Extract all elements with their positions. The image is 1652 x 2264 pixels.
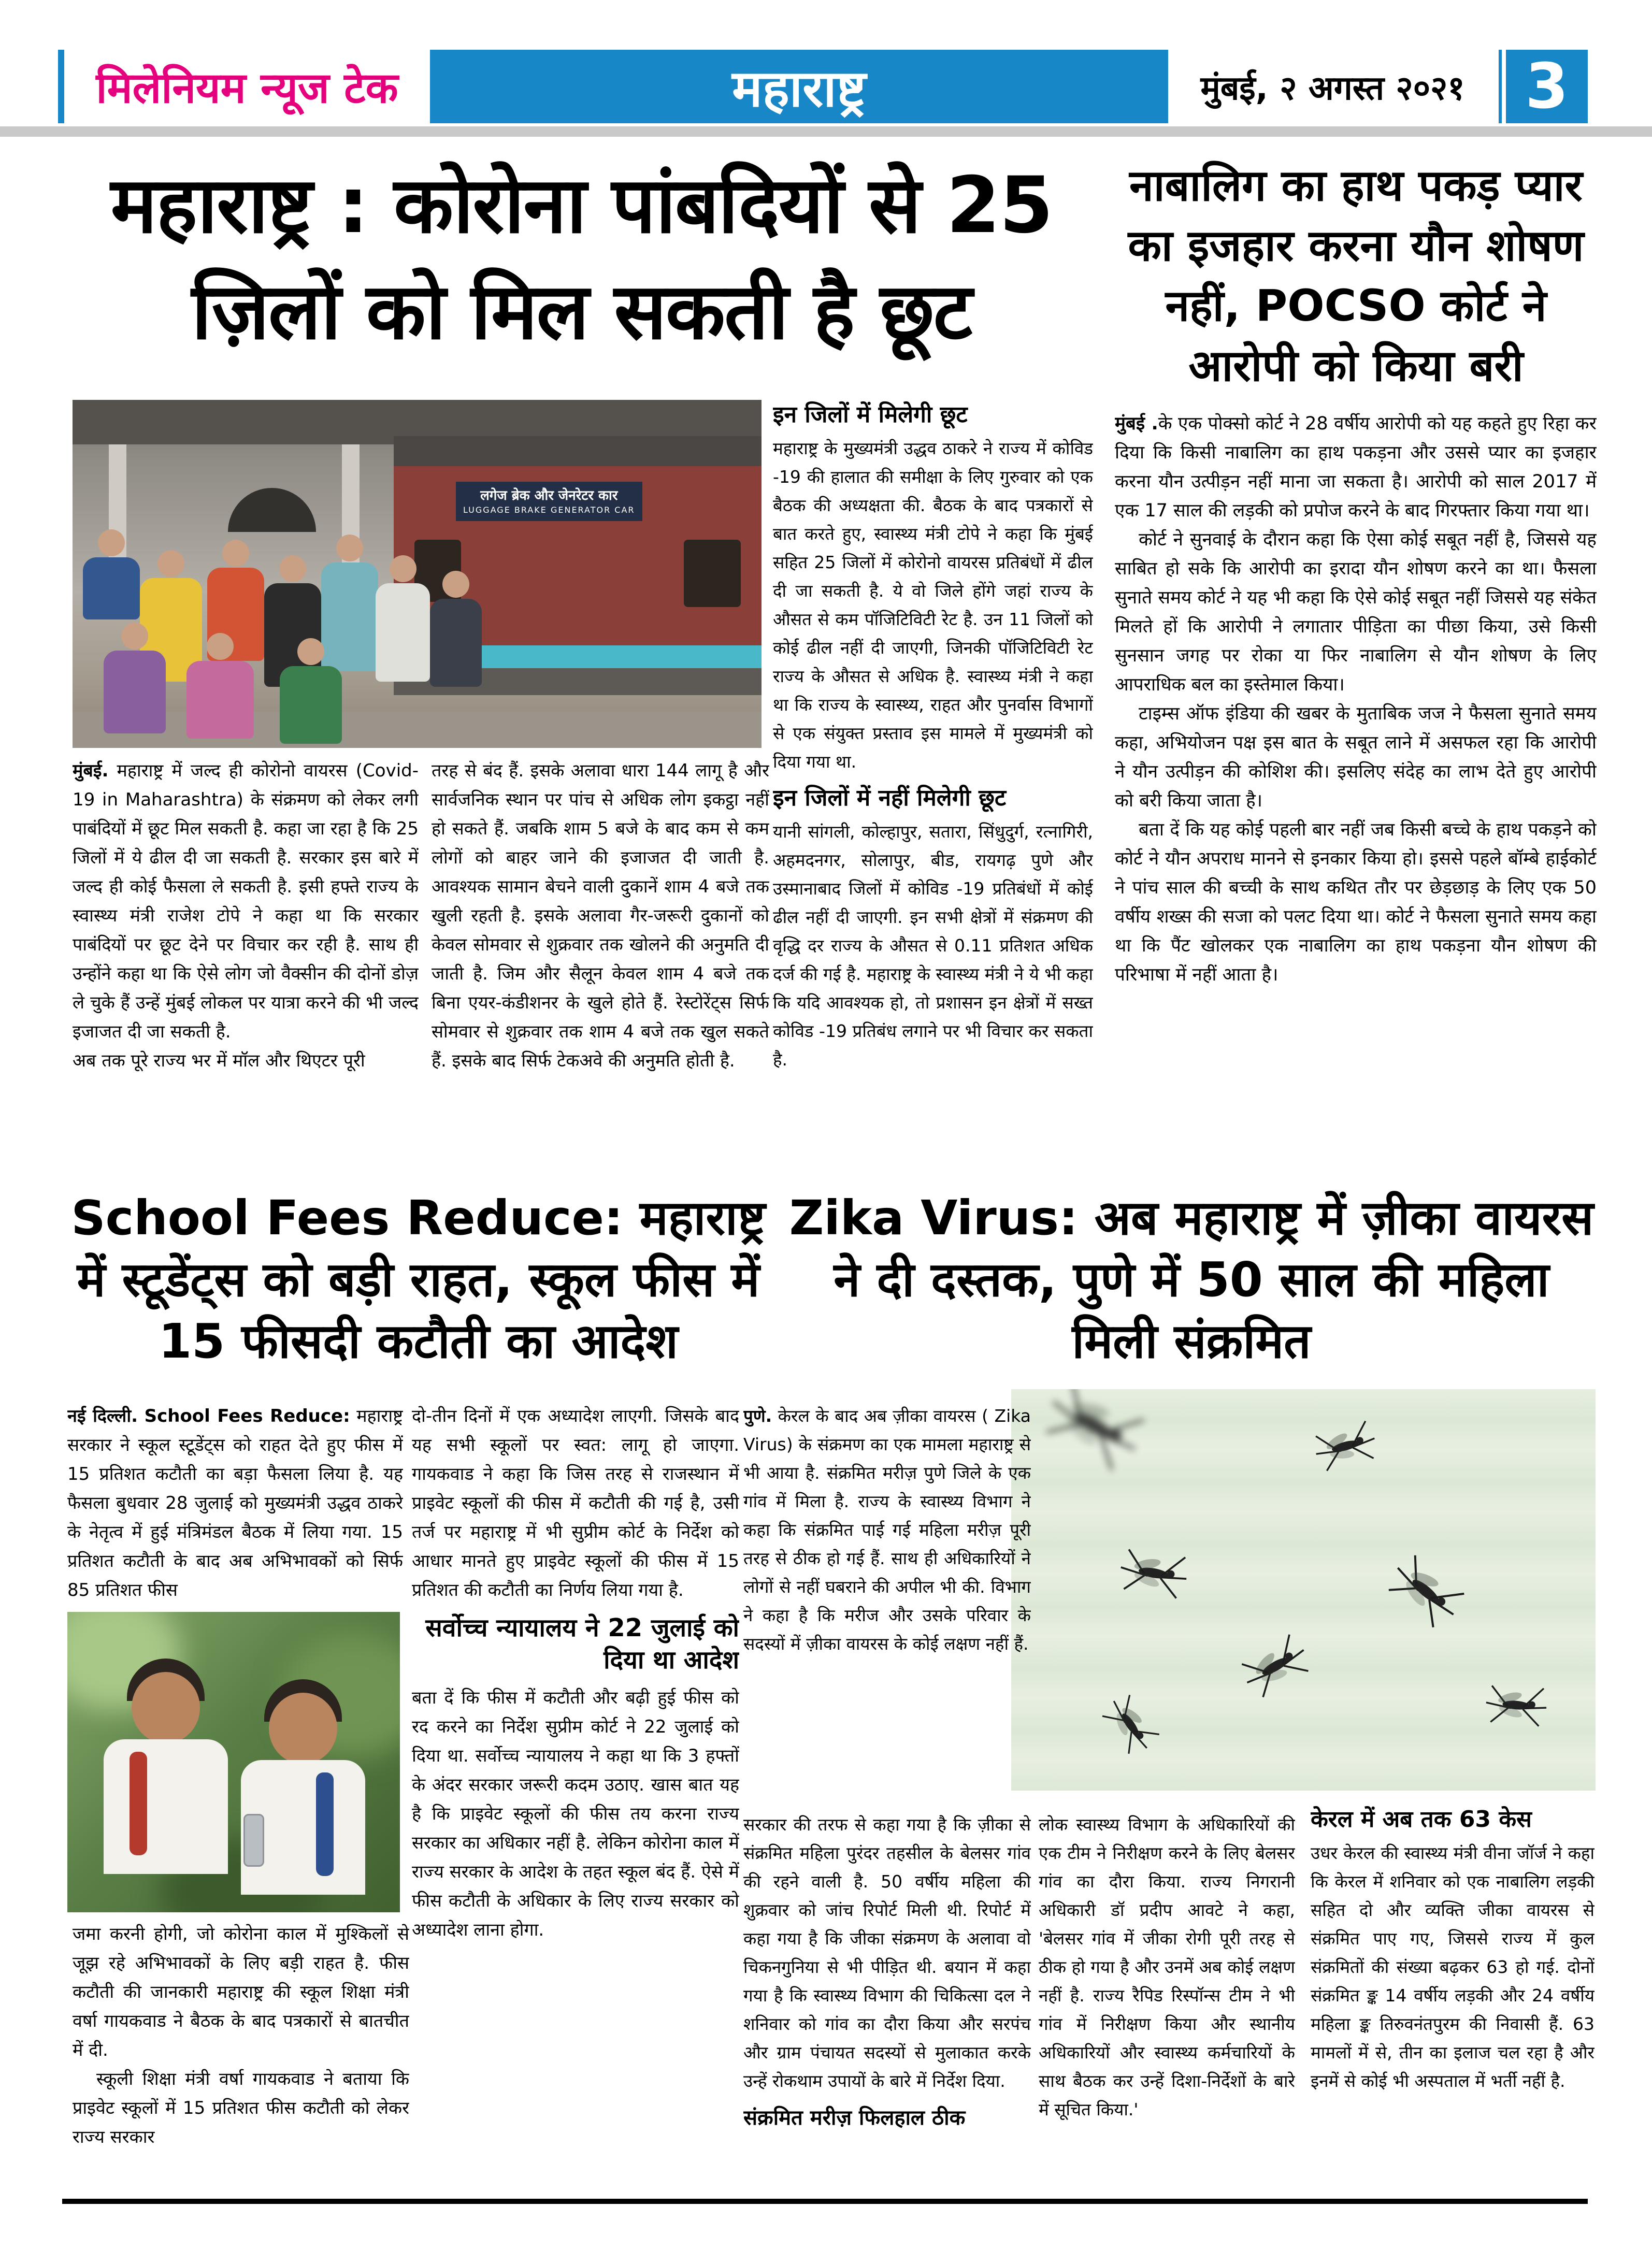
corona-subhead-1: इन जिलों में मिलेगी छूट xyxy=(773,401,968,428)
train-signboard xyxy=(456,482,642,521)
child-figure xyxy=(98,1659,233,1897)
train-sign-hindi: लगेज ब्रेक और जेनरेटर कार xyxy=(480,488,618,503)
person-figure xyxy=(104,623,166,747)
zika-col1b-text: सरकार की तरफ से कहा गया है कि ज़ीका से संक्रमित महिला पुरंदर तहसील के बेलसर गांव की रहने वाली है. 50 वर्षीय महिला की शुक्रवार को जांच रिपोर्ट मिली थी. रिपोर्ट में कहा गया है कि जीका संक्रमण के अलावा वो चिकनगुनिया से भी पीड़ित थी. बयान में कहा गया है कि स्वास्थ्य विभाग की चिकित्सा दल ने शनिवार को गांव का दौरा किया और सरपंच और ग्राम पंचायत सदस्यों से मुलाकात करके उन्हें रोकथाम उपायों के बारे में निर्देश दिया. xyxy=(743,1814,1031,2091)
corona-column-1 xyxy=(73,756,419,1160)
corona-col3a-text: महाराष्ट्र के मुख्यमंत्री उद्धव ठाकरे ने राज्य में कोविड -19 की हालात की समीक्षा के लिए गुरुवार को एक बैठक की अध्यक्षता की. बैठक के बाद पत्रकारों से बात करते हुए, स्वास्थ्य मंत्री टोपे ने कहा कि मुंबई सहित 25 जिलों में कोरोनो वायरस प्रतिबंधों में ढील दी जा सकती है. ये वो जिले होंगे जहां राज्य के औसत से कम पॉजिटिविटी रेट है. उन 11 जिलों को कोई ढील नहीं दी जाएगी, जिनकी पॉजिटिविटी रेट राज्य के औसत से अधिक है. स्वास्थ्य मंत्री ने कहा था कि राज्य के स्वास्थ्य, राहत और पुनर्वास विभागों से एक संयुक्त प्रस्ताव इस मामले में मुख्यमंत्री को दिया गया था. xyxy=(773,438,1093,772)
mosquito-icon xyxy=(1470,1676,1562,1735)
school-headline: School Fees Reduce: महाराष्ट्र में स्टूडेंट्स को बड़ी राहत, स्कूल फीस में 15 फीसदी कटौती का आदेश xyxy=(71,1190,766,1369)
masthead-divider xyxy=(0,126,1652,137)
water-bottle xyxy=(243,1814,264,1867)
train-window xyxy=(684,540,741,607)
pocso-para4: बता दें कि यह कोई पहली बार नहीं जब किसी बच्चे के हाथ पकड़ने को कोर्ट ने यौन अपराध मानने से इनकार किया हो। इससे पहले बॉम्बे हाईकोर्ट ने पांच साल की बच्ची के साथ कथित तौर पर छेड़छाड़ के लिए एक 50 वर्षीय शख्स की सजा को पलट दिया था। कोर्ट ने फैसला सुनाते समय कहा था कि पैंट खोलकर एक नाबालिग का हाथ पकड़ना यौन शोषण की परिभाषा में नहीं आता है। xyxy=(1115,819,1597,985)
zika-column-3 xyxy=(1311,1802,1594,2196)
edition-date: मुंबई, २ अगस्त २०२१ xyxy=(1200,69,1465,108)
corona-col3b-text: यानी सांगली, कोल्हापुर, सतारा, सिंधुदुर्ग, रत्नागिरी, अहमदनगर, सोलापुर, बीड, रायगढ़ पुणे और उस्मानाबाद जिलों में कोविड -19 प्रतिबंधों में कोई ढील नहीं दी जाएगी. इन सभी क्षेत्रों में संक्रमण की वृद्धि दर राज्य के औसत से 0.11 प्रतिशत अधिक दर्ज की गई है. महाराष्ट्र के स्वास्थ्य मंत्री ने ये भी कहा कि यदि आवश्यक हो, तो प्रशासन इन क्षेत्रों में सख्त कोविड -19 प्रतिबंध लगाने पर भी विचार कर सकता है. xyxy=(773,821,1093,1070)
section-title: महाराष्ट्र xyxy=(732,60,866,119)
zika-col1-subhead: संक्रमित मरीज़ फिलहाल ठीक xyxy=(743,2106,966,2130)
corona-subhead-2: इन जिलों में नहीं मिलेगी छूट xyxy=(773,785,1007,811)
mosquito-icon xyxy=(1015,1389,1173,1495)
zika-dateline: पुणे. xyxy=(743,1406,772,1426)
school-col1b2-text: स्कूली शिक्षा मंत्री वर्षा गायकवाड ने बताया कि प्राइवेट स्कूलों में 15 प्रतिशत फीस कटौती को लेकर राज्य सरकार xyxy=(73,2069,409,2147)
page-number xyxy=(1506,50,1588,123)
zika-col3-subhead: केरल में अब तक 63 केस xyxy=(1311,1806,1532,1833)
corona-column-3 xyxy=(773,398,1093,1162)
school-col2b-text: बता दें कि फीस में कटौती और बढ़ी हुई फीस को रद करने का निर्देश सुप्रीम कोर्ट ने 22 जुलाई को दिया था. सर्वोच्च न्यायालय ने कहा था कि 3 हफ्तों के अंदर सरकार जरूरी कदम उठाए. खास बात यह है कि प्राइवेट स्कूलों की फीस तय करना राज्य सरकार का अधिकार नहीं है. लेकिन कोरोना काल में राज्य सरकार के आदेश के तहत स्कूल बंद हैं. ऐसे में फीस कटौती के अधिकार के लिए राज्य सरकार को अध्यादेश लाना होगा. xyxy=(412,1688,739,1940)
pocso-headline: नाबालिग का हाथ पकड़ प्यार का इजहार करना यौन शोषण नहीं, POCSO कोर्ट ने आरोपी को किया बरी xyxy=(1128,160,1584,391)
mosquito-icon xyxy=(1366,1534,1485,1648)
pocso-body xyxy=(1115,409,1597,1160)
school-dateline: नई दिल्ली. xyxy=(67,1406,138,1426)
zika-col3-text: उधर केरल की स्वास्थ्य मंत्री वीना जॉर्ज ने कहा कि केरल में शनिवार को एक नाबालिग लड़की सहित दो और व्यक्ति जीका वायरस से संक्रमित पाए गए, जिससे राज्य में कुल संक्रमितों की संख्या बढ़कर 63 हो गई. दोनों संक्रमित ङ्क 14 वर्षीय लड़की और 24 वर्षीय महिला ङ्क तिरुवनंतपुरम की निवासी हैं. 63 मामलों में से, तीन का इलाज चल रहा है और इनमें से कोई भी अस्पताल में भर्ती नहीं है. xyxy=(1311,1843,1594,2091)
school-column-1b xyxy=(73,1920,409,2197)
child-shirt xyxy=(104,1739,228,1874)
school-column-1a xyxy=(67,1402,403,1608)
pagenum-separator xyxy=(1499,50,1502,123)
person-figure xyxy=(280,638,342,748)
train-roof xyxy=(394,436,762,466)
school-subhead: सर्वोच्च न्यायालय ने 22 जुलाई को दिया था आदेश xyxy=(425,1613,739,1675)
child-face xyxy=(132,1672,200,1743)
corona-headline: महाराष्ट्र : कोरोना पांबदियों से 25 ज़िलों को मिल सकती है छूट xyxy=(110,161,1053,357)
backpack-strap xyxy=(130,1752,147,1855)
platform xyxy=(73,712,762,748)
school-col1a-text: महाराष्ट्र सरकार ने स्कूल स्टूडेंट्स को राहत देते हुए फीस में 15 प्रतिशत कटौती का बड़ा फैसला लिया है. यह फैसला बुधवार 28 जुलाई को मुख्यमंत्री उद्धव ठाकरे के नेतृत्व में हुई मंत्रिमंडल बैठक में लिया गया. 15 प्रतिशत कटौती के बाद अब अभिभावकों को सिर्फ 85 प्रतिशत फीस xyxy=(67,1406,403,1600)
mosquito-icon xyxy=(1221,1618,1330,1714)
corona-col1a-text: महाराष्ट्र में जल्द ही कोरोनो वायरस (Covid-19 in Maharashtra) के संक्रमण को लेकर लगी पाबंदियों में छूट मिल सकती है. कहा जा रहा है कि 25 जिलों में ये ढील दी जा सकती है. सरकार इस बारे में जल्द ही कोई फैसला ले सकती है. इसी हफ्ते राज्य के स्वास्थ्य मंत्री राजेश टोपे ने कहा था कि सरकार पाबंदियों पर छूट देने पर विचार कर रही है. साथ ही उन्होंने कहा था कि ऐसे लोग जो वैक्सीन की दोनों डोज़ ले चुके हैं उन्हें मुंबई लोकल पर यात्रा करने की भी जल्द इजाजत दी जा सकती है. xyxy=(73,760,419,1042)
mosquito-icon xyxy=(1086,1677,1174,1773)
masthead-accent-bar xyxy=(58,50,64,123)
school-col1b1-text: जमा करनी होगी, जो कोरोना काल में मुश्किलों से जूझ रहे अभिभावकों के लिए बड़ी राहत है. फीस कटौती की जानकारी महाराष्ट्र की स्कूल शिक्षा मंत्री वर्षा गायकवाड ने बैठक के बाद पत्रकारों से बातचीत में दी. xyxy=(73,1924,409,2060)
school-children-photo xyxy=(67,1612,400,1912)
umbrella-icon xyxy=(228,488,316,532)
person-figure xyxy=(186,633,254,748)
pocso-para3: टाइम्स ऑफ इंडिया की खबर के मुताबिक जज ने फैसला सुनाते समय कहा, अभियोजन पक्ष इस बात के सबूत लाने में असफल रहा कि आरोपी ने यौन उत्पीड़न की कोशिश की। इसलिए संदेह का लाभ देते हुए आरोपी को बरी किया जाता है। xyxy=(1115,703,1597,811)
bottom-rule xyxy=(62,2199,1588,2204)
corona-dateline: मुंबई. xyxy=(73,760,109,781)
school-col2a-text: दो-तीन दिनों में एक अध्यादेश लाएगी. जिसके बाद यह सभी स्कूलों पर स्वत: लागू हो जाएगा. गायकवाड ने कहा कि जिस तरह से राजस्थान में प्राइवेट स्कूलों की फीस में कटौती की गई है, उसी तर्ज पर महाराष्ट्र में भी सुप्रीम कोर्ट के निर्देश को आधार मानते हुए प्राइवेट स्कूलों की फीस में 15 प्रतिशत की कटौती का निर्णय लिया गया है. xyxy=(412,1406,739,1600)
mosquito-icon xyxy=(1100,1536,1207,1609)
zika-column-2 xyxy=(1039,1810,1295,2196)
corona-column-2 xyxy=(432,756,769,1160)
school-column-2 xyxy=(412,1402,739,2197)
corona-col1b-text: अब तक पूरे राज्य भर में मॉल और थिएटर पूरी xyxy=(73,1050,365,1071)
zika-column-1a xyxy=(743,1402,1031,1803)
school-lead: School Fees Reduce: xyxy=(144,1406,350,1426)
corona-col2-text: तरह से बंद हैं. इसके अलावा धारा 144 लागू है और सार्वजनिक स्थान पर पांच से अधिक लोग इकट्ठा नहीं हो सकते हैं. जबकि शाम 5 बजे के बाद कम से कम लोगों को बाहर जाने की इजाजत दी जाती है. आवश्यक सामान बेचने वाली दुकानें शाम 4 बजे तक खुली रहती है. इसके अलावा गैर-जरूरी दुकानों को केवल सोमवार से शुक्रवार तक खोलने की अनुमति दी जाती है. जिम और सैलून केवल शाम 4 बजे तक बिना एयर-कंडीशनर के खुले होते हैं. रेस्टोरेंट्स सिर्फ सोमवार से शुक्रवार तक शाम 4 बजे तक खुल सकते हैं. इसके बाद सिर्फ टेकअवे की अनुमति होती है. xyxy=(432,760,769,1071)
child-face xyxy=(269,1693,337,1764)
zika-headline: Zika Virus: अब महाराष्ट्र में ज़ीका वायरस ने दी दस्तक, पुणे में 50 साल की महिला मिली संक्रमित xyxy=(789,1190,1594,1369)
zika-col2-text: लोक स्वास्थ्य विभाग के अधिकारियों की एक टीम ने निरीक्षण करने के लिए बेलसर गांव का दौरा किया. राज्य निगरानी अधिकारी डॉ प्रदीप आवटे ने कहा, 'बेलसर गांव में जीका रोगी पूरी तरह से ठीक हो गया है और उनमें अब कोई लक्षण नहीं है. राज्य रैपिड रिस्पॉन्स टीम ने भी गांव में निरीक्षण किया और स्थानीय अधिकारियों और स्वास्थ्य कर्मचारियों के साथ बैठक कर उन्हें दिशा-निर्देशों के बारे में सूचित किया.' xyxy=(1039,1814,1295,2119)
pocso-para1: के एक पोक्सो कोर्ट ने 28 वर्षीय आरोपी को यह कहते हुए रिहा कर दिया कि किसी नाबालिग का हाथ पकड़ना और उससे प्यार का इजहार करना यौन उत्पीड़न नहीं माना जा सकता है। आरोपी को साल 2017 में एक 17 साल की लड़की को प्रपोज करने के बाद गिरफ्तार किया गया था। xyxy=(1115,413,1597,521)
child-figure xyxy=(238,1679,368,1902)
pocso-para2: कोर्ट ने सुनवाई के दौरान कहा कि ऐसा कोई सबूत नहीं है, जिससे यह साबित हो सके कि आरोपी का इरादा यौन शोषण करने का था। फैसला सुनाते समय कोर्ट ने यह भी कहा कि ऐसे कोई सबूत नहीं जिससे यह संकेत मिलते हों कि आरोपी ने लगातार पीड़िता का पीछा किया, उसे किसी सुनसान जगह पर रोका या फिर नाबालिग से यौन शोषण के लिए आपराधिक बल का इस्तेमाल किया। xyxy=(1115,529,1597,695)
newspaper-logo: मिलेनियम न्यूज टेक xyxy=(96,64,398,113)
railway-platform-photo xyxy=(73,400,762,748)
mosquito-icon xyxy=(1296,1410,1395,1483)
section-banner xyxy=(430,50,1168,123)
zika-column-1b xyxy=(743,1810,1031,2196)
backpack-strap xyxy=(316,1772,334,1876)
date-box xyxy=(1168,50,1497,123)
pocso-dateline: मुंबई . xyxy=(1115,413,1158,434)
person-figure xyxy=(376,555,430,711)
mosquito-photo xyxy=(1011,1389,1596,1791)
person-figure xyxy=(430,571,482,716)
zika-col1a-text: केरल के बाद अब ज़ीका वायरस ( Zika Virus) के संक्रमण का एक मामला महाराष्ट्र से भी आया है. संक्रमित मरीज़ पुणे जिले के एक गांव में मिला है. राज्य के स्वास्थ्य विभाग ने कहा कि संक्रमित पाई गई महिला मरीज़ पूरी तरह से ठीक हो गई हैं. साथ ही अधिकारियों ने लोगों से नहीं घबराने की अपील भी की. विभाग ने कहा है कि मरीज और उसके परिवार के सदस्यों में ज़ीका वायरस के कोई लक्षण नहीं हैं. xyxy=(743,1406,1031,1654)
train-sign-english: LUGGAGE BRAKE GENERATOR CAR xyxy=(463,505,635,515)
page-number-value: 3 xyxy=(1525,50,1569,123)
masthead xyxy=(0,50,1652,123)
